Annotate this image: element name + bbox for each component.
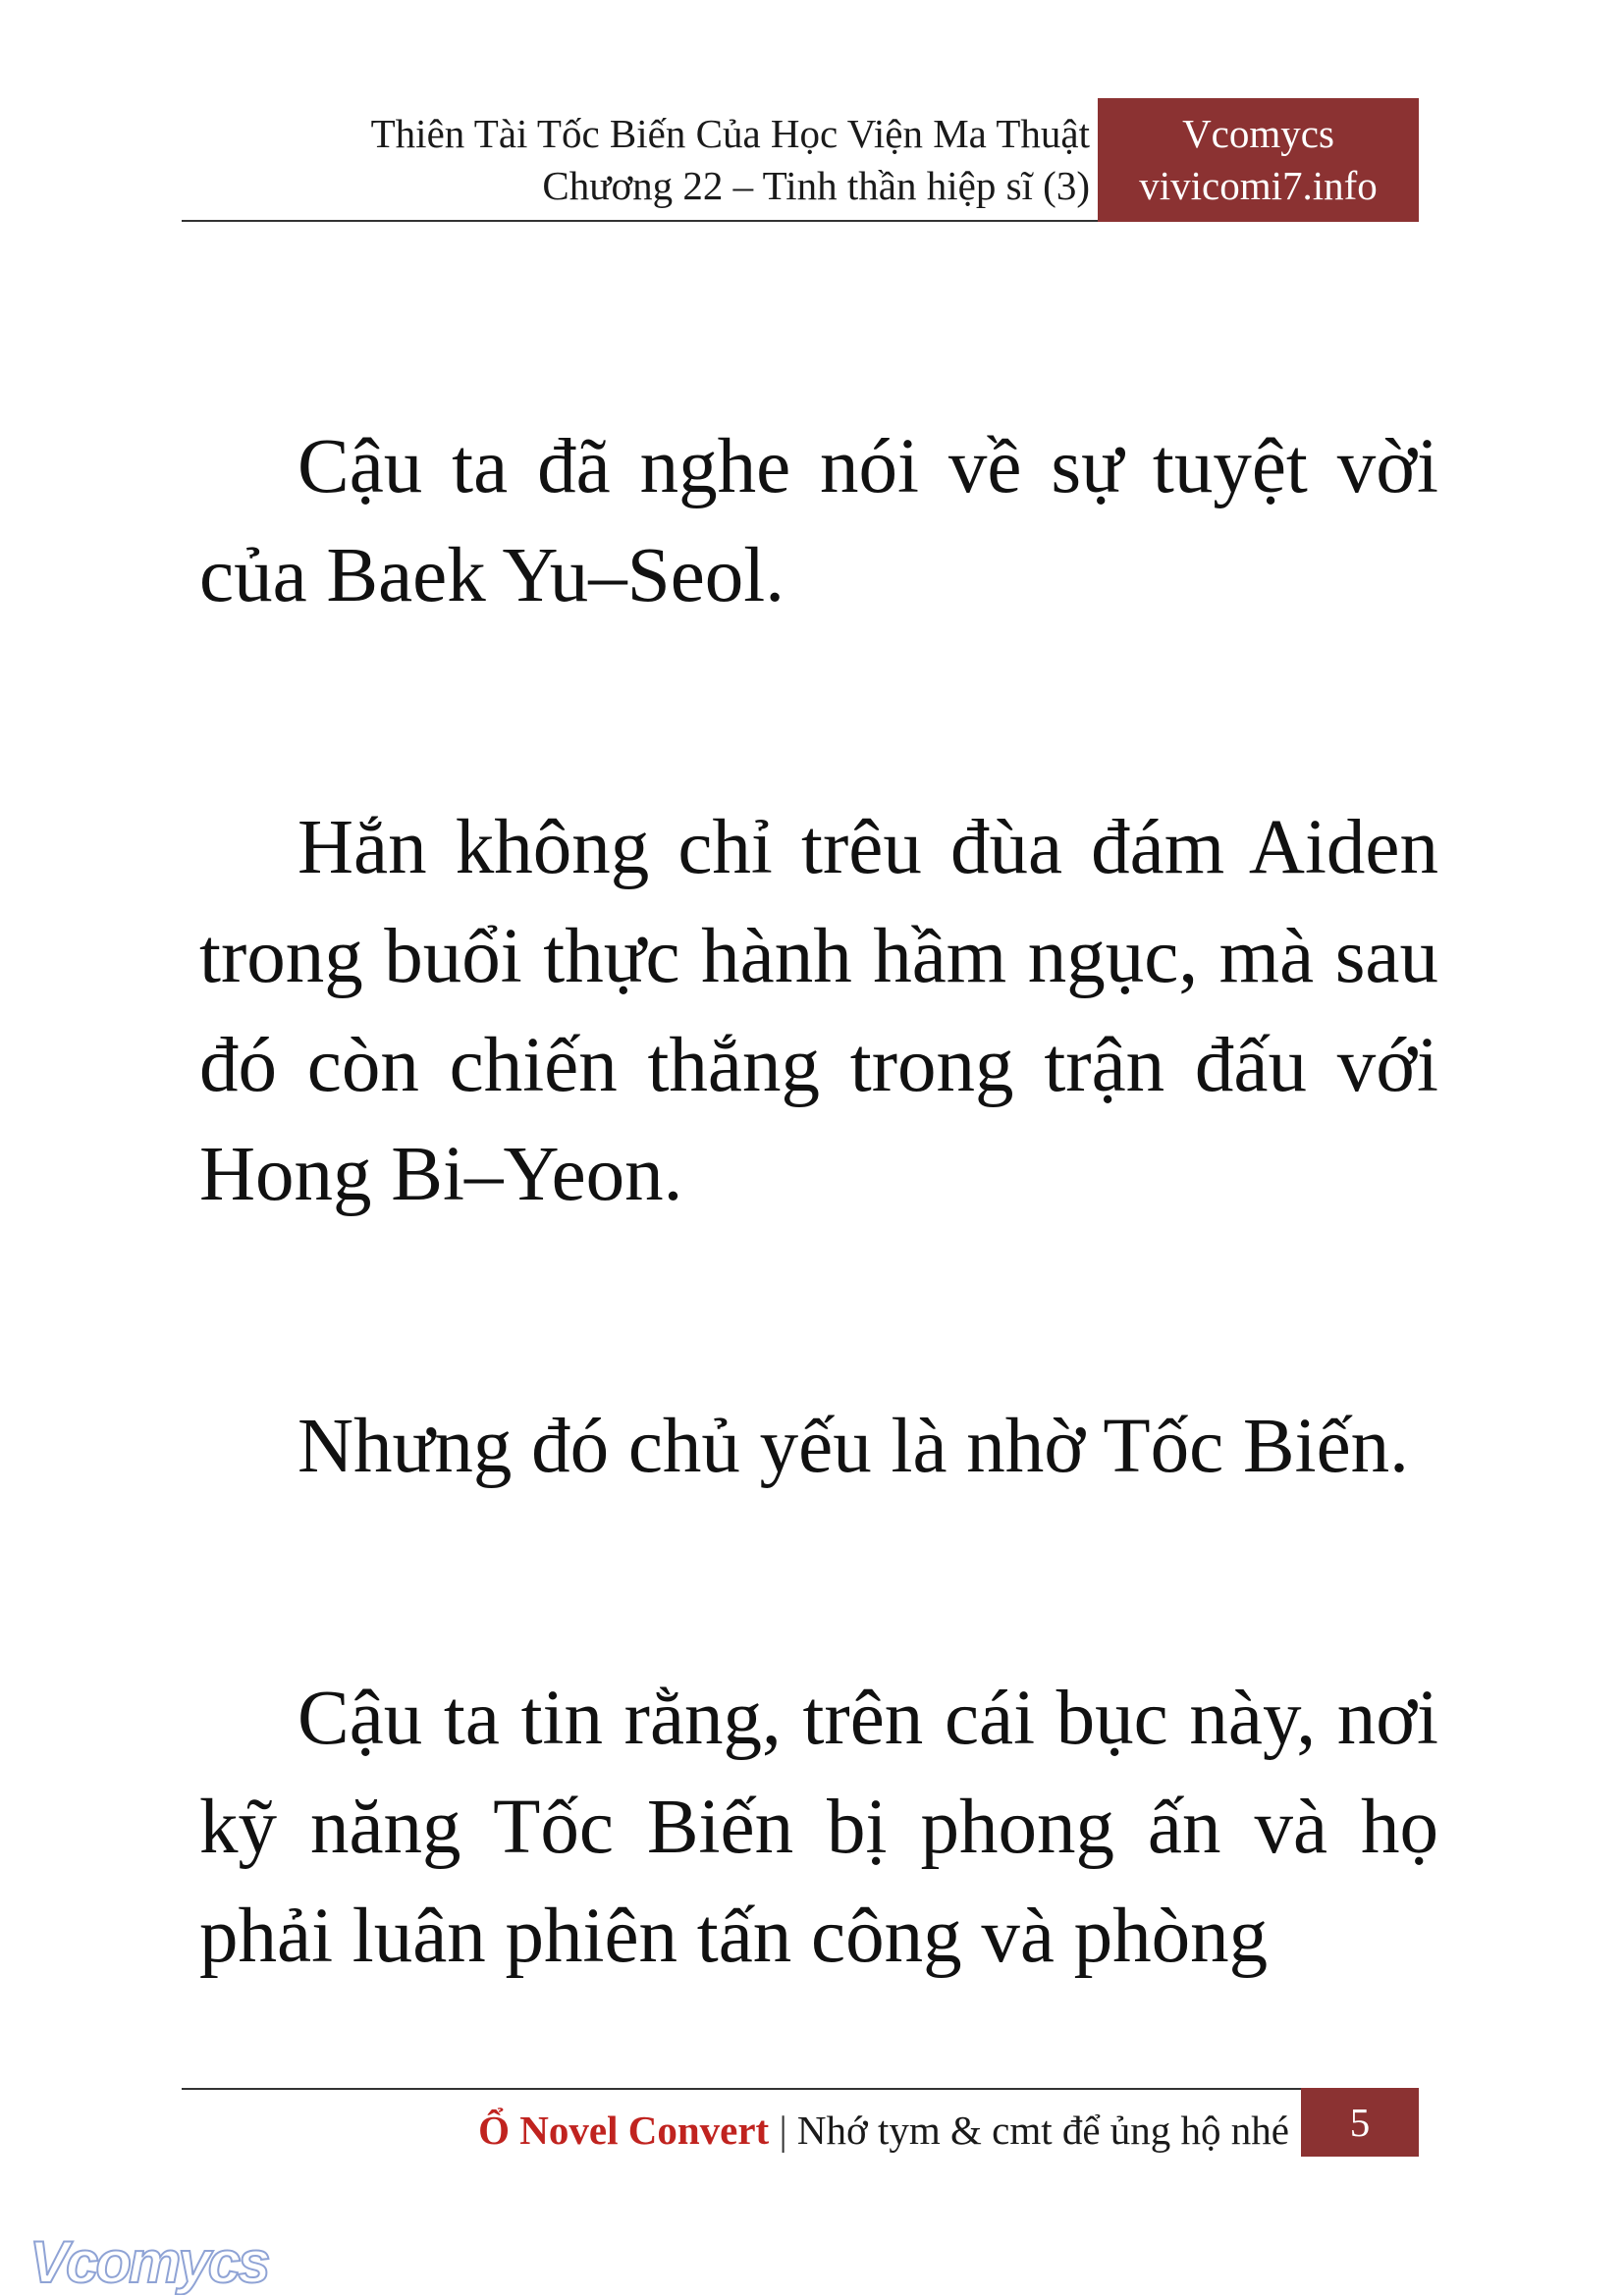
footer-divider <box>182 2088 1301 2090</box>
page-footer <box>182 2088 1419 2174</box>
page-number: 5 <box>1301 2088 1419 2157</box>
footer-text <box>478 2101 1289 2160</box>
site-url: vivicomi7.info <box>1139 163 1378 208</box>
page-content <box>199 412 1438 2154</box>
footer-message: Nhớ tym & cmt để ủng hộ nhé <box>796 2108 1289 2153</box>
site-badge <box>1098 98 1419 222</box>
watermark-logo: Vcomycs <box>29 2229 268 2295</box>
paragraph: Cậu ta đã nghe nói về sự tuyệt vời của Baek Yu–Seol. <box>199 424 1438 618</box>
header-divider <box>182 220 1098 222</box>
page-header <box>182 98 1419 222</box>
chapter-title: Chương 22 – Tinh thần hiệp sĩ (3) <box>542 163 1090 208</box>
site-name: Vcomycs <box>1182 111 1334 156</box>
footer-separator: | <box>779 2108 787 2153</box>
footer-brand: Ổ Novel Convert <box>478 2108 770 2153</box>
paragraph: Hắn không chỉ trêu đùa đám Aiden trong buổi thực hành hầm ngục, mà sau đó còn chiến thắng trong trận đấu với Hong Bi–Yeon. <box>199 805 1438 1217</box>
book-title: Thiên Tài Tốc Biến Của Học Viện Ma Thuật <box>370 111 1090 156</box>
paragraph: Cậu ta tin rằng, trên cái bục này, nơi kỹ năng Tốc Biến bị phong ấn và họ phải luân phiên tấn công và phòng <box>199 1676 1438 1979</box>
paragraph: Nhưng đó chủ yếu là nhờ Tốc Biến. <box>298 1404 1409 1489</box>
header-titles <box>371 108 1090 212</box>
